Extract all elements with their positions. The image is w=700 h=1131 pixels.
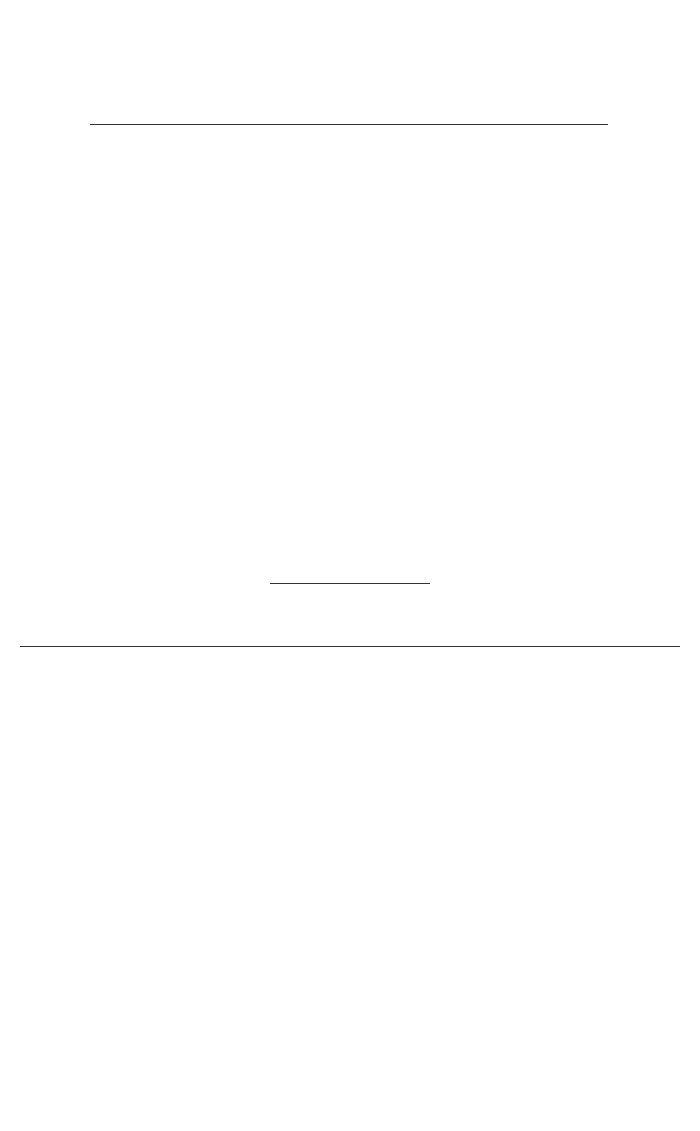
section2-top-rule (20, 646, 680, 647)
section-divider (270, 583, 430, 584)
auditor-certificate (20, 511, 680, 526)
section1-top-rule (90, 124, 608, 125)
